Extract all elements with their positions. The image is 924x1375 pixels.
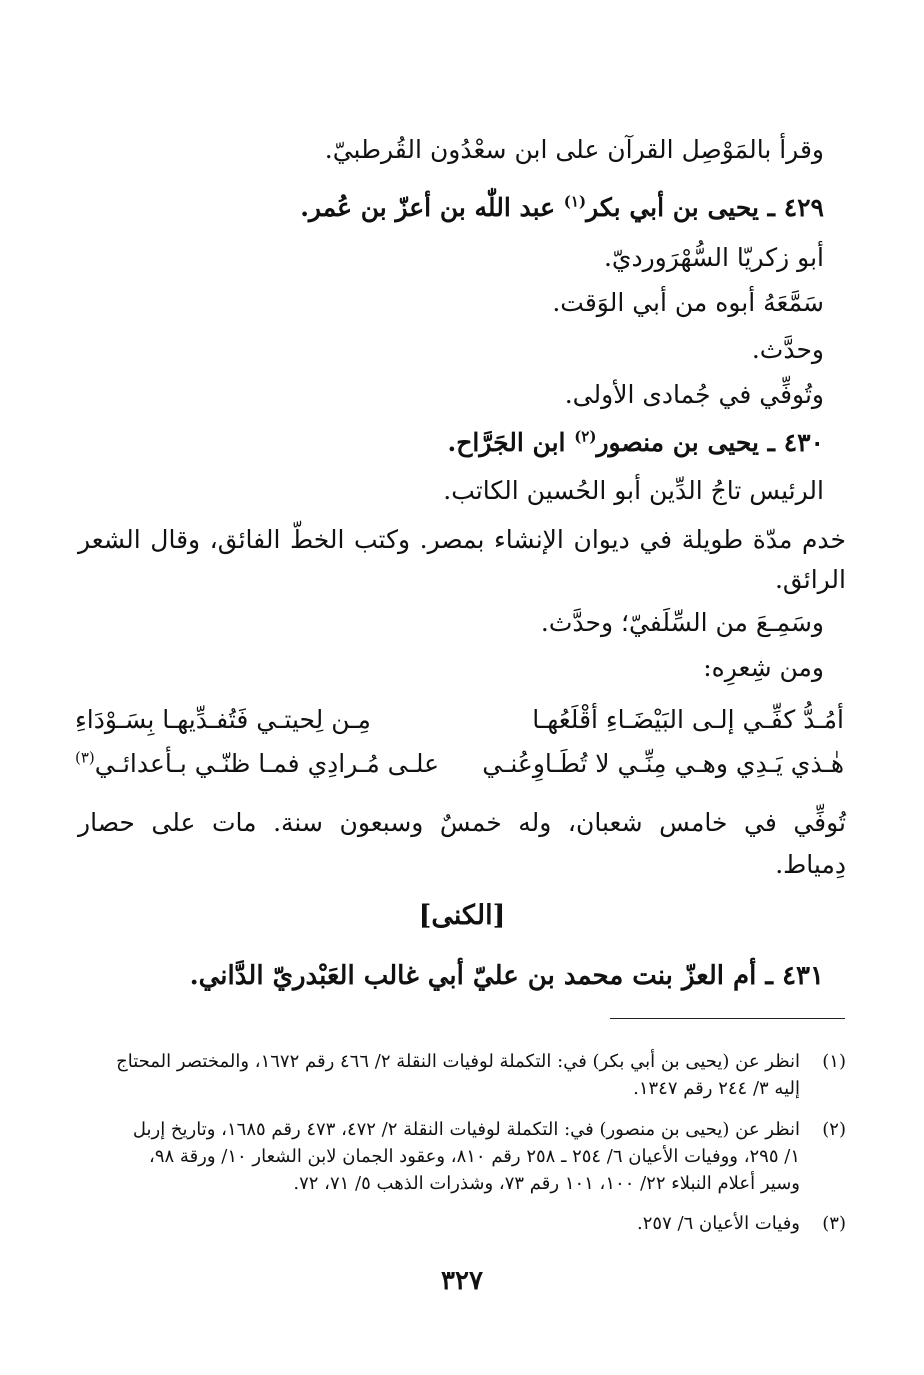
body-line: أبو زكريّا السُّهْرَورديّ. (603, 243, 824, 272)
body-line: سَمَّعَهُ أبوه من أبي الوَقت. (552, 288, 824, 317)
section-title: [الكنى] (418, 900, 506, 931)
body-line: خدم مدّة طويلة في ديوان الإنشاء بمصر. وكتب الخطّ الفائق، وقال الشعر (78, 525, 846, 554)
footnote-line: انظر عن (يحيى بن منصور) في: التكملة لوفيات النقلة ٢/ ٤٧٢، ٤٧٣ رقم ١٦٨٥، وتاريخ إربل (132, 1119, 800, 1140)
footnote-number: (٣) (822, 1213, 846, 1234)
entry-name: ابن الجَرَّاح. (447, 428, 566, 457)
footnote-ref[interactable]: (٣) (75, 748, 95, 767)
entry-name: يحيى بن أبي بكر (586, 193, 759, 222)
body-line: دِمياط. (775, 850, 846, 879)
entry-heading-431: ٤٣١ ـ أم العزّ بنت محمد بن عليّ أبي غالب العَبْدريّ الدَّاني. (189, 961, 824, 991)
footnote-line: وسير أعلام النبلاء ٢٢/ ١٠٠، ١٠١ رقم ٧٣، وشذرات الذهب ٥/ ٧١، ٧٢. (293, 1173, 800, 1194)
body-line: وقرأ بالمَوْصِل القرآن على ابن سعْدُون القُرطبيّ. (324, 135, 824, 164)
footnote-line: وفيات الأعيان ٦/ ٢٥٧. (637, 1213, 800, 1234)
footnote (78, 1116, 846, 1200)
verse-first-hemistich: هٰـذي يَـدِي وهـي مِنِّـي لا تُطَـاوِعُنـي (482, 749, 844, 778)
body-line: الرائق. (774, 565, 846, 594)
footnote-text (78, 1116, 800, 1197)
verse-second-hemistich: مِـن لِحيتـي فَتُفـدِّيهـا بِسَـوْدَاءِ (75, 705, 371, 734)
footnote-line: انظر عن (يحيى بن أبي بكر) في: التكملة لوفيات النقلة ٢/ ٤٦٦ رقم ١٦٧٢، والمختصر المحتاج (116, 1051, 800, 1072)
verse-second-hemistich (75, 744, 439, 784)
entry-name: عبد اللّٰه بن أعزّ بن عُمر. (300, 193, 556, 222)
body-line: الرئيس تاجُ الدِّين أبو الحُسين الكاتب. (443, 476, 824, 505)
footnote-text (78, 1048, 800, 1102)
poem-verse (75, 700, 844, 740)
footnote-separator (610, 1018, 845, 1019)
poem-verse (75, 744, 844, 784)
entry-heading-430 (100, 425, 824, 461)
body-line: وسَمِـعَ من السِّلَفيّ؛ وحدَّث. (540, 608, 824, 637)
body-line: تُوفِّي في خامس شعبان، وله خمسٌ وسبعون سنة. مات على حصار (78, 808, 846, 837)
footnote-number: (١) (822, 1051, 846, 1072)
footnote (78, 1048, 846, 1104)
footnote-ref[interactable]: (١) (563, 192, 587, 211)
footnote-number: (٢) (822, 1119, 846, 1140)
footnote (78, 1210, 846, 1238)
page-number: ٣٢٧ (441, 1266, 483, 1296)
entry-heading-429 (100, 190, 824, 226)
footnote-line: إليه ٣/ ٢٤٤ رقم ١٣٤٧. (633, 1078, 800, 1099)
verse-first-hemistich: أمُـدُّ كفِّـي إلـى البَيْضَـاءِ أقْلَعُهـا (532, 705, 844, 734)
body-line: وحدَّث. (751, 335, 824, 364)
footnote-text (78, 1210, 800, 1237)
body-line: وتُوفِّي في جُمادى الأولى. (564, 380, 824, 409)
entry-number: ٤٣٠ ـ (767, 428, 824, 457)
footnote-ref[interactable]: (٢) (574, 427, 597, 446)
footnote-line: ١/ ٢٩٥، ووفيات الأعيان ٦/ ٢٥٤ ـ ٢٥٨ رقم ٨١٠، وعقود الجمان لابن الشعار ١٠/ ورقة ٩٨، (149, 1146, 800, 1167)
body-line: ومن شِعرِه: (703, 653, 824, 682)
entry-number: ٤٢٩ ـ (767, 193, 824, 222)
verse-text: علـى مُـرادِي فمـا ظنّـي بـأعدائـي (94, 749, 440, 778)
entry-name: يحيى بن منصور (596, 428, 759, 457)
